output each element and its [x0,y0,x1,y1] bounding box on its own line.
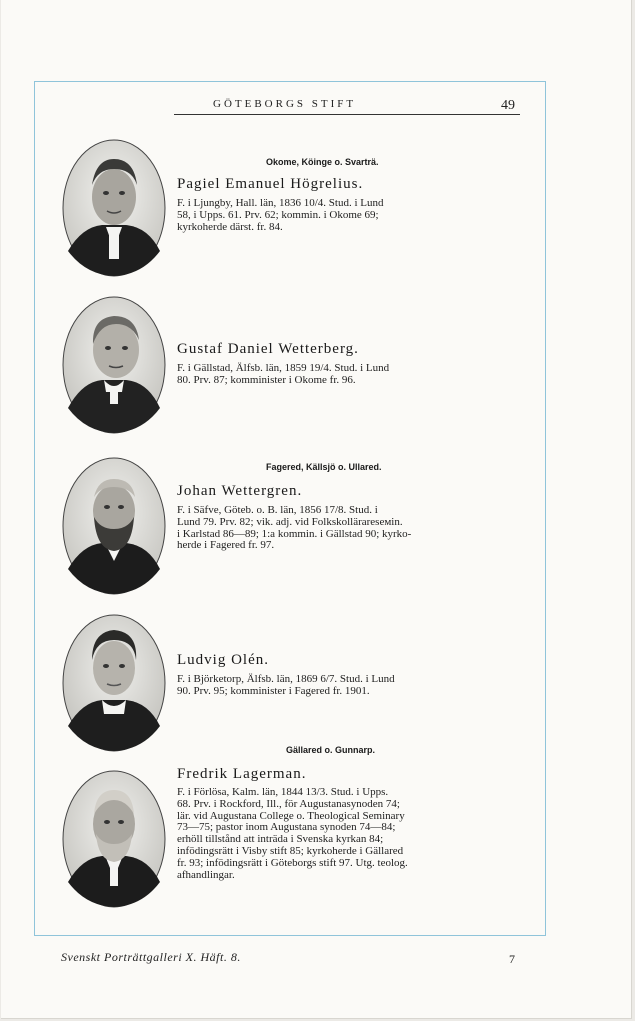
bio-line: Lund 79. Prv. 82; vik. adj. vid Folkskollärareseмin. [177,515,403,528]
person-name: Johan Wettergren. [177,483,303,499]
bio-line: F. i Björketorp, Älfsb. län, 1869 6/7. Stud. i Lund [177,673,395,685]
parish-heading: Okome, Köinge o. Svarträ. [266,157,379,167]
portrait-olen [62,614,166,752]
bio-line: i Karlstad 86—89; 1:a kommin. i Gällstad 90; kyrko- [177,527,412,540]
portrait-wetterberg [62,296,166,434]
biography [177,674,518,698]
bio-line: 58, i Upps. 61. Prv. 62; kommin. i Okome 69; [177,208,379,221]
parish-heading: Fagered, Källsjö o. Ullared. [266,462,382,472]
running-header: GÖTEBORGS STIFT [213,98,357,110]
bio-line: 73—75; pastor inom Augustana synoden 74—84; [177,821,396,834]
bio-line: fr. 93; infödingsrätt i Göteborgs stift 97. Utg. teolog. [177,856,408,869]
bio-line: infödingsrätt i Visby stift 85; kyrkoherde i Gällared [177,844,404,857]
person-name: Pagiel Emanuel Högrelius. [177,176,364,192]
person-name: Ludvig Olén. [177,652,269,668]
bio-line: F. i Förlösa, Kalm. län, 1844 13/3. Stud. i Upps. [177,786,389,798]
bio-line: 68. Prv. i Rockford, Ill., för Augustanasynoden 74; [177,797,400,810]
signature-mark: 7 [509,952,515,966]
bio-line: afhandlingar. [177,868,235,881]
biography [177,787,518,881]
book-page [1,0,632,1019]
portrait-wettergren [62,457,166,595]
person-name: Fredrik Lagerman. [177,766,307,782]
bio-line: lär. vid Augustana College o. Theological Seminary [177,809,405,822]
portrait-hogrelius [62,139,166,277]
parish-heading: Gällared o. Gunnarp. [286,745,376,755]
bio-line: 80. Prv. 87; komminister i Okome fr. 96. [177,373,356,386]
header-rule [174,114,520,115]
bio-line: F. i Ljungby, Hall. län, 1836 10/4. Stud. i Lund [177,197,384,209]
biography [177,505,518,552]
biography [177,198,518,233]
bio-line: kyrkoherde därst. fr. 84. [177,220,283,233]
portrait-lagerman [62,770,166,908]
bio-line: 90. Prv. 95; komminister i Fagered fr. 1901. [177,684,370,697]
biography [177,363,518,387]
bio-line: F. i Gällstad, Älfsb. län, 1859 19/4. Stud. i Lund [177,362,390,374]
bio-line: F. i Säfve, Göteb. o. B. län, 1856 17/8. Stud. i [177,504,378,516]
publication-footer: Svenskt Porträttgalleri X. Häft. 8. [61,950,241,964]
page-number: 49 [501,98,515,113]
bio-line: erhöll tillstånd att inträda i Svenska kyrkan 84; [177,833,384,846]
bio-line: herde i Fagered fr. 97. [177,539,275,552]
person-name: Gustaf Daniel Wetterberg. [177,341,359,357]
